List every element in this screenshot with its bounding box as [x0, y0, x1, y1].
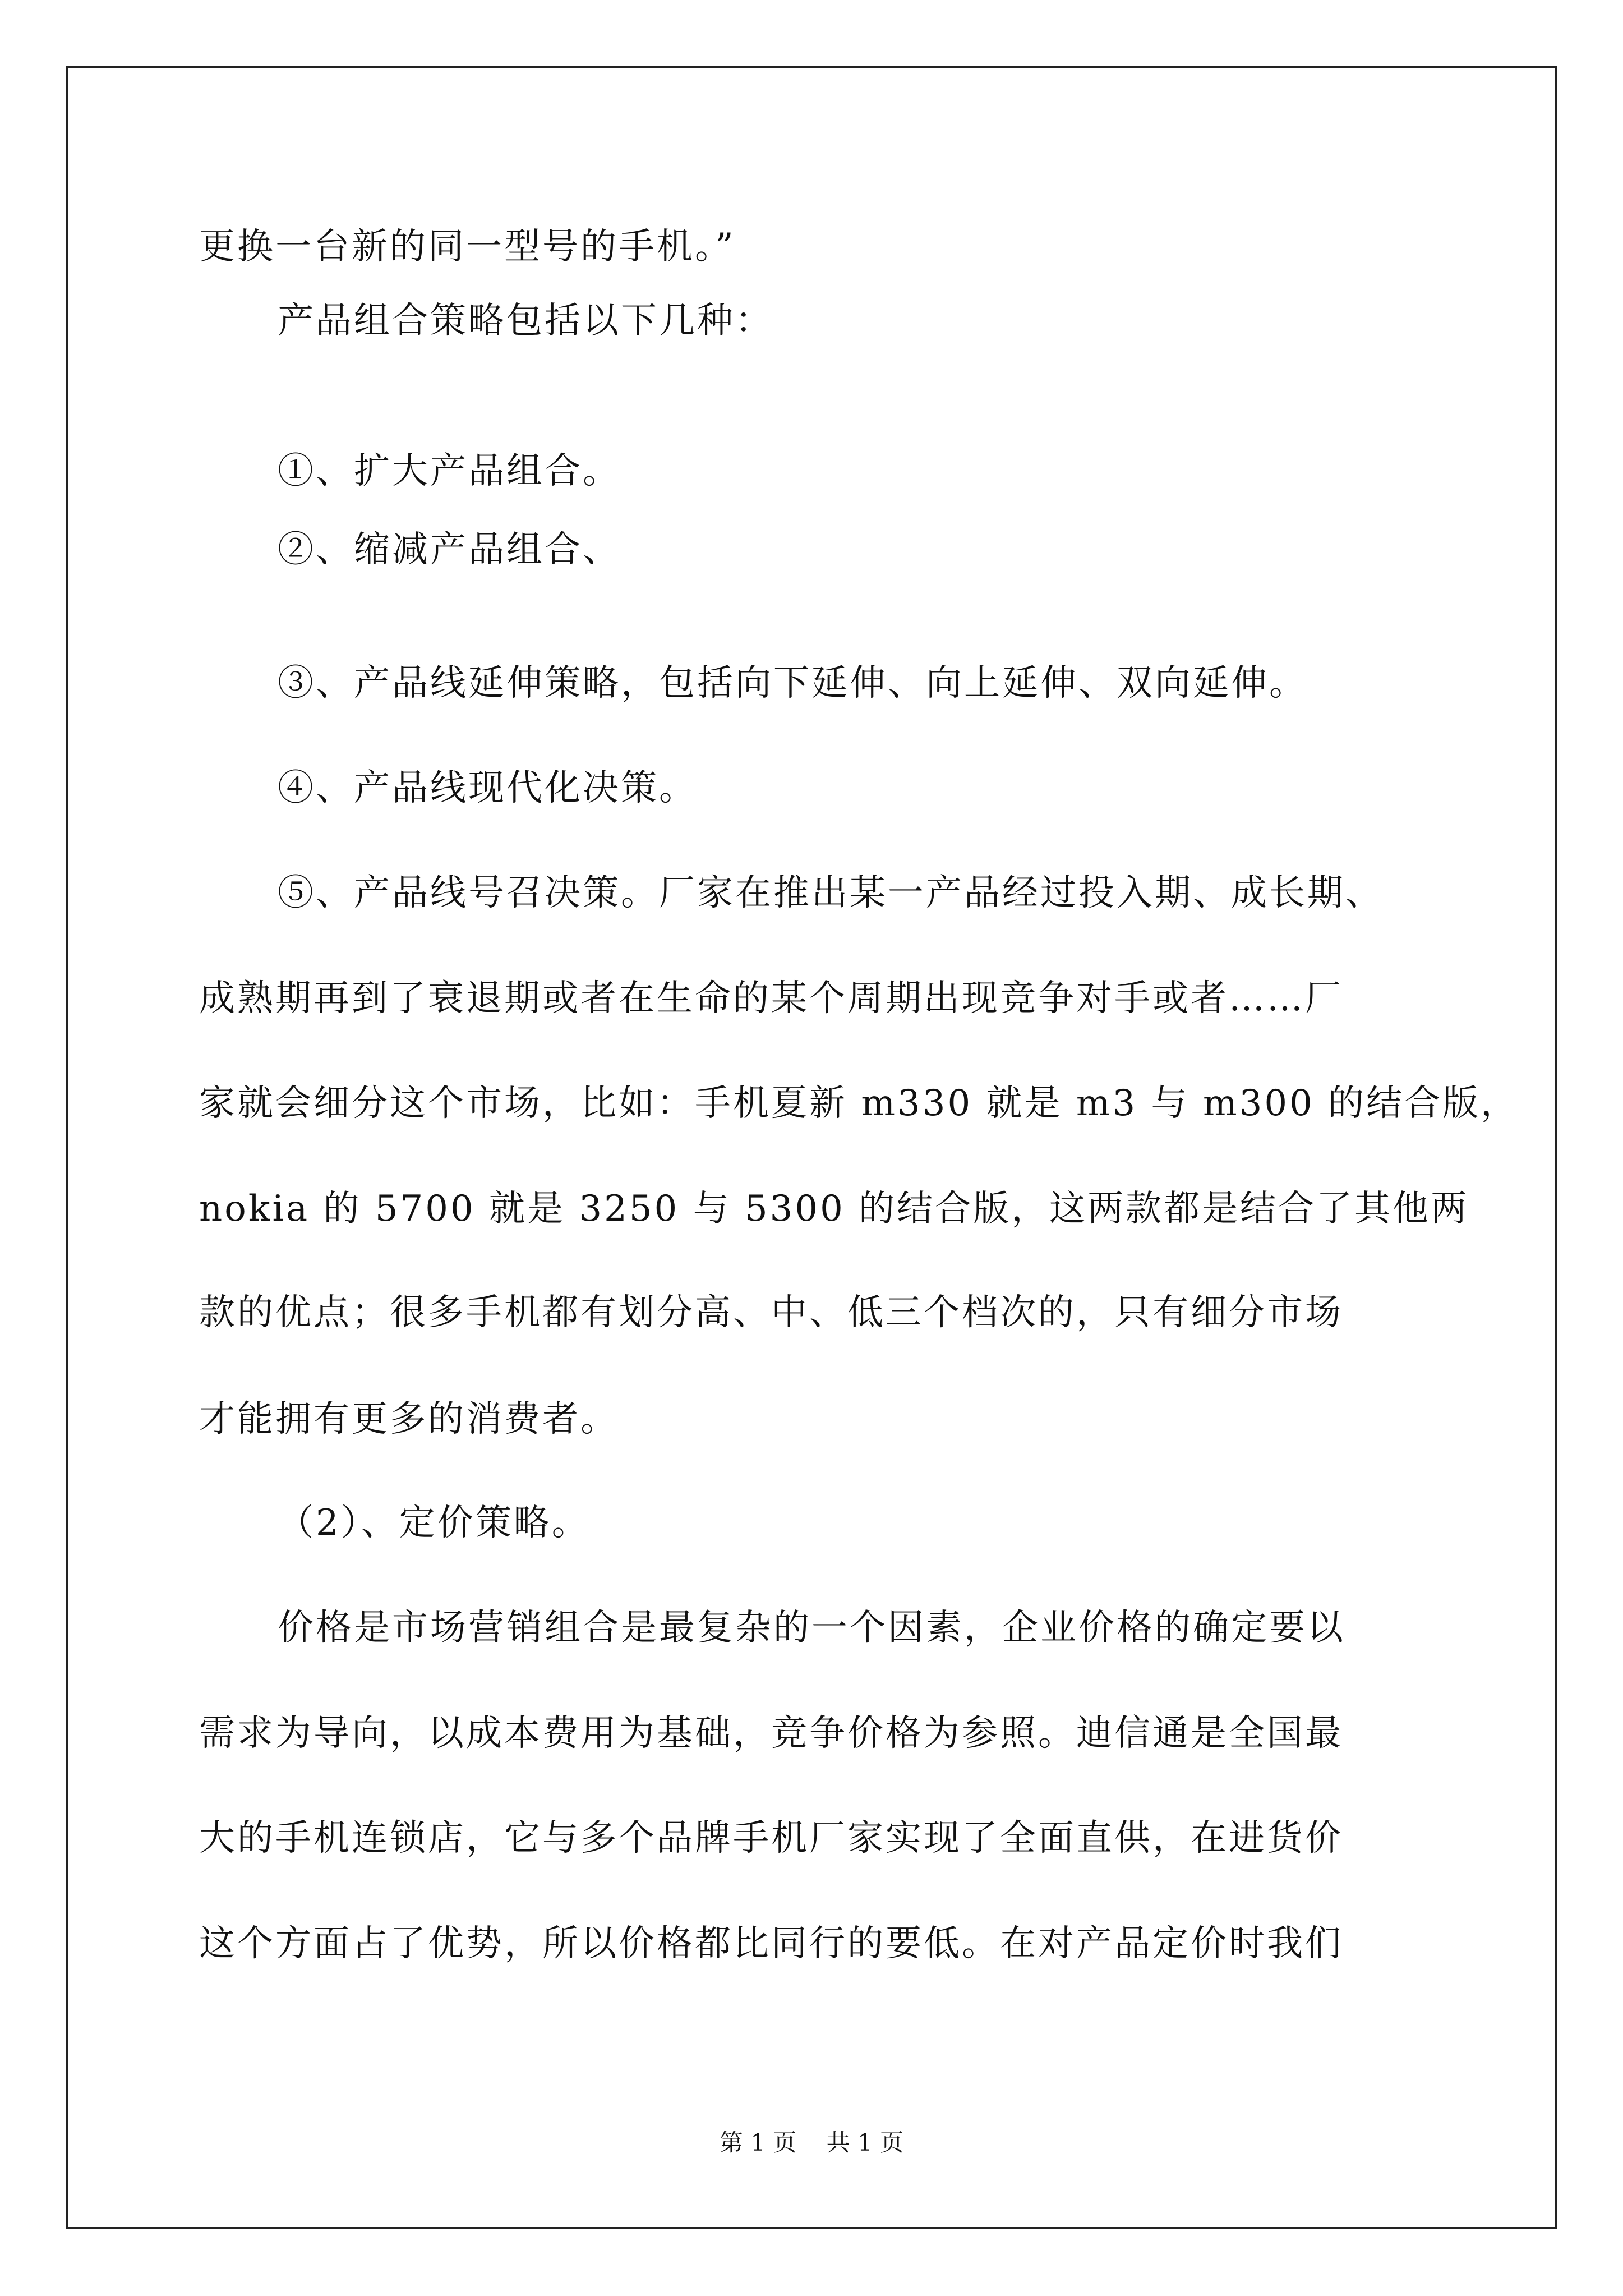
text-line: 这个方面占了优势，所以价格都比同行的要低。在对产品定价时我们 — [199, 1923, 1343, 1964]
page-border — [66, 66, 1557, 2229]
text-line: ②、缩减产品组合、 — [278, 529, 621, 570]
text-line: ④、产品线现代化决策。 — [278, 767, 697, 809]
text-line: 需求为导向，以成本费用为基础，竞争价格为参照。迪信通是全国最 — [199, 1713, 1343, 1754]
text-line: 款的优点；很多手机都有划分高、中、低三个档次的，只有细分市场 — [199, 1292, 1343, 1333]
text-line: 价格是市场营销组合是最复杂的一个因素，企业价格的确定要以 — [278, 1607, 1345, 1649]
text-line: 成熟期再到了衰退期或者在生命的某个周期出现竞争对手或者……厂 — [199, 978, 1343, 1019]
text-line: 才能拥有更多的消费者。 — [199, 1398, 619, 1440]
text-line: 大的手机连锁店，它与多个品牌手机厂家实现了全面直供，在进货价 — [199, 1818, 1343, 1859]
text-line: nokia 的 5700 就是 3250 与 5300 的结合版，这两款都是结合了其他两 — [199, 1188, 1469, 1230]
text-line: ③、产品线延伸策略，包括向下延伸、向上延伸、双向延伸。 — [278, 662, 1307, 704]
text-line: 产品组合策略包括以下几种： — [278, 300, 773, 342]
text-line: 更换一台新的同一型号的手机。” — [199, 226, 736, 268]
text-line: ⑤、产品线号召决策。厂家在推出某一产品经过投入期、成长期、 — [278, 872, 1384, 914]
text-line: （2）、定价策略。 — [278, 1502, 590, 1544]
page-footer: 第 1 页 共 1 页 — [719, 2129, 904, 2156]
text-line: 家就会细分这个市场，比如：手机夏新 m330 就是 m3 与 m300 的结合版， — [199, 1083, 1519, 1124]
text-line: ①、扩大产品组合。 — [278, 450, 621, 492]
